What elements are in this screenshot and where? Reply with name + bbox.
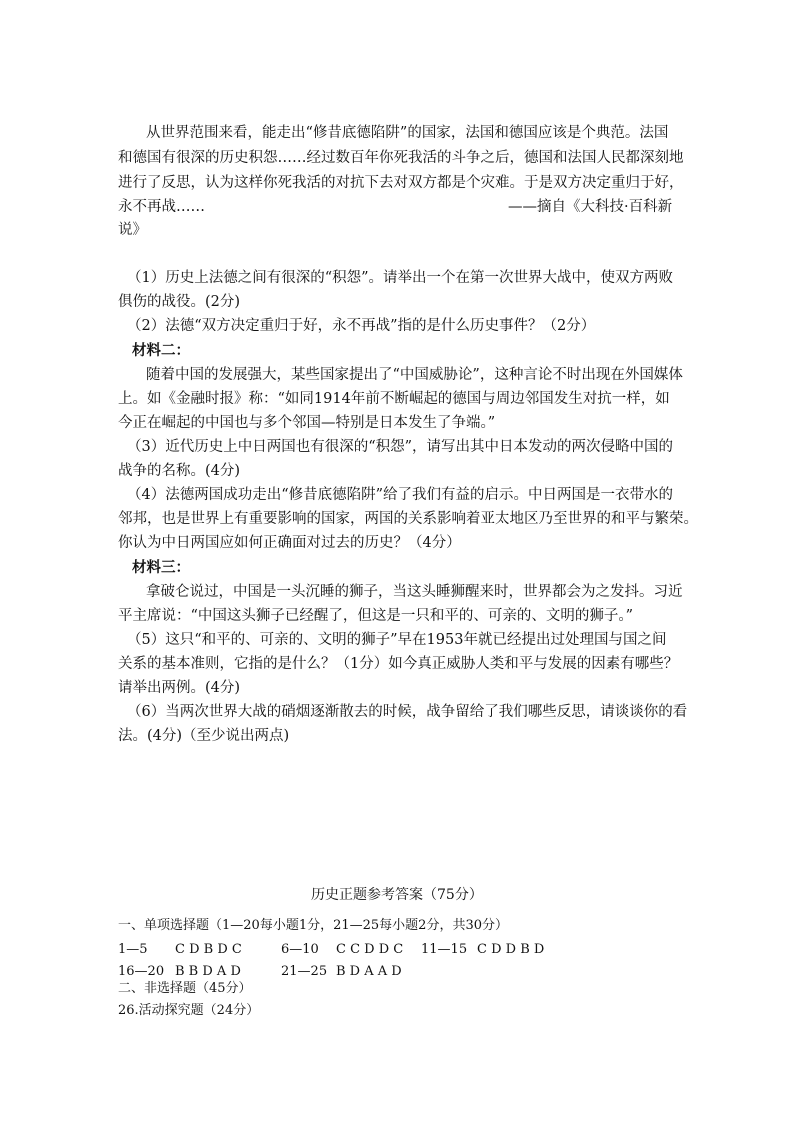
answer-range: 11—15 (421, 942, 468, 957)
question-5-line-2: 关系的基本准则，它指的是什么？（1分）如今真正威胁人类和平与发展的因素有哪些？ (118, 656, 679, 672)
answers-question-26: 26.活动探究题（24分） (118, 1003, 260, 1018)
question-4-line-3: 你认为中日两国应如何正确面对过去的历史？（4分） (118, 535, 461, 551)
question-4-line-2: 邻邦，也是世界上有重要影响的国家，两国的关系影响着亚太地区乃至世界的和平与繁荣。 (118, 511, 698, 527)
answer-range: 6—10 (281, 942, 319, 957)
answer-keys: C D D B D (477, 942, 545, 957)
material1-source: ——摘自《大科技·百科新 (508, 199, 673, 215)
material3-heading: 材料三： (132, 559, 190, 576)
question-4-line-1: （4）法德两国成功走出“修昔底德陷阱”给了我们有益的启示。中日两国是一衣带水的 (127, 487, 674, 503)
material2-line-2: 上。如《金融时报》称：“如同1914年前不断崛起的德国与周边邻国发生对抗一样，如 (118, 391, 670, 407)
answers-section-2: 二、非选择题（45分） (118, 981, 252, 996)
material1-source-end: 说》 (118, 222, 147, 238)
material3-line-1: 拿破仑说过，中国是一头沉睡的狮子，当这头睡狮醒来时，世界都会为之发抖。习近 (146, 584, 683, 600)
question-6-line-1: （6）当两次世界大战的硝烟逐渐散去的时候，战争留给了我们哪些反思，请谈谈你的看 (127, 704, 688, 720)
question-5-line-3: 请举出两例。(4分) (118, 680, 241, 696)
material1-line-2: 和德国有很深的历史积怨……经过数百年你死我活的斗争之后，德国和法国人民都深刻地 (118, 150, 684, 166)
material2-line-1: 随着中国的发展强大，某些国家提出了“中国威胁论”，这种言论不时出现在外国媒体 (146, 367, 683, 383)
material2-line-3: 今正在崛起的中国也与多个邻国—特别是日本发生了争端。” (118, 415, 496, 431)
answer-keys: C D B D C (175, 942, 242, 957)
answers-section-1: 一、单项选择题（1—20每小题1分，21—25每小题2分，共30分） (118, 918, 508, 933)
question-5-line-1: （5）这只“和平的、可亲的、文明的狮子”早在1953年就已经提出过处理国与国之间 (127, 632, 667, 648)
material1-line-1: 从世界范围来看，能走出“修昔底德陷阱”的国家，法国和德国应该是个典范。法国 (146, 125, 669, 141)
question-1-line-2: 俱伤的战役。(2分) (118, 294, 241, 310)
answer-range: 16—20 (118, 964, 165, 979)
answer-keys: C C D D C (336, 942, 404, 957)
answer-keys: B B D A D (175, 964, 241, 979)
answer-keys: B D A A D (336, 964, 402, 979)
material3-line-2: 平主席说：“中国这头狮子已经醒了，但这是一只和平的、可亲的、文明的狮子。” (118, 608, 634, 624)
answers-title: 历史正题参考答案（75分） (311, 887, 483, 903)
question-2: （2）法德“双方决定重归于好，永不再战”指的是什么历史事件？（2分） (127, 318, 596, 334)
question-3-line-2: 战争的名称。(4分) (118, 463, 241, 479)
question-6-line-2: 法。(4分)（至少说出两点) (118, 728, 290, 744)
question-3-line-1: （3）近代历史上中日两国也有很深的“积怨”，请写出其中日本发动的两次侵略中国的 (127, 439, 674, 455)
material2-heading: 材料二： (132, 342, 190, 359)
material1-line-4: 永不再战…… (118, 199, 205, 215)
answer-range: 21—25 (281, 964, 328, 979)
question-1-line-1: （1）历史上法德之间有很深的“积怨”。请举出一个在第一次世界大战中，使双方两败 (127, 270, 674, 286)
answer-range: 1—5 (118, 942, 148, 957)
material1-line-3: 进行了反思，认为这样你死我活的对抗下去对双方都是个灾难。于是双方决定重归于好， (118, 175, 684, 191)
